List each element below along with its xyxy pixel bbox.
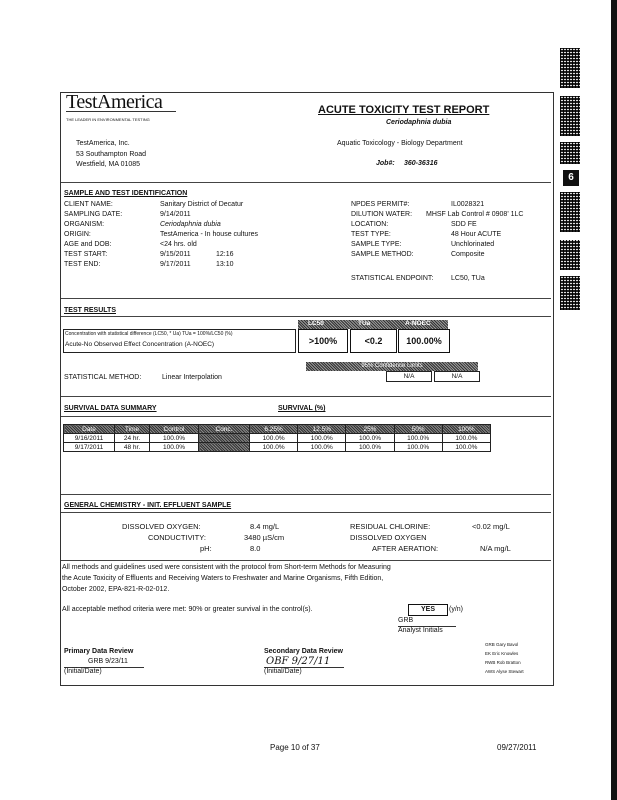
blank-cell bbox=[199, 434, 250, 443]
initials-legend-line: EK Eric Knowles bbox=[485, 651, 519, 656]
sampling-date-label: SAMPLING DATE: bbox=[64, 211, 123, 218]
survival-cell: 100.0% bbox=[346, 443, 394, 452]
col-header: 50% bbox=[394, 425, 442, 434]
survival-cell: 100.0% bbox=[250, 443, 298, 452]
col-header: Time bbox=[115, 425, 150, 434]
tua-header: TUa bbox=[358, 320, 371, 327]
ci-upper: N/A bbox=[434, 371, 480, 382]
secondary-review-sub: (Initial/Date) bbox=[264, 668, 302, 675]
control-cell: 100.0% bbox=[150, 443, 199, 452]
col-header: Control bbox=[150, 425, 199, 434]
sample-type-label: SAMPLE TYPE: bbox=[351, 241, 402, 248]
lab-address-line: Westfield, MA 01085 bbox=[76, 161, 141, 168]
conductivity-value: 3480 µS/cm bbox=[244, 533, 285, 542]
do-label: DISSOLVED OXYGEN: bbox=[122, 522, 201, 531]
chlorine-label: RESIDUAL CHLORINE: bbox=[350, 522, 431, 531]
aeration-label: AFTER AERATION: bbox=[372, 544, 439, 553]
client-name-value: Sanitary District of Decatur bbox=[160, 201, 244, 208]
test-end-value: 9/17/2011 bbox=[160, 261, 191, 268]
survival-cell: 100.0% bbox=[442, 434, 490, 443]
test-start-value: 9/15/2011 bbox=[160, 251, 191, 258]
col-header: 12.5% bbox=[298, 425, 346, 434]
survival-cell: 100.0% bbox=[346, 434, 394, 443]
chlorine-value: <0.02 mg/L bbox=[472, 522, 510, 531]
analyst-initials-value: GRB bbox=[398, 617, 414, 624]
criteria-text: All acceptable method criteria were met: 90% or greater survival in the control(s). bbox=[62, 606, 313, 613]
test-type-value: 48 Hour ACUTE bbox=[451, 231, 502, 238]
side-barcode bbox=[560, 48, 580, 88]
age-label: AGE and DOB: bbox=[64, 241, 112, 248]
divider bbox=[61, 512, 551, 513]
npdes-label: NPDES PERMIT#: bbox=[351, 201, 410, 208]
survival-subtitle: SURVIVAL (%) bbox=[278, 405, 326, 412]
time-cell: 24 hr. bbox=[115, 434, 150, 443]
survival-cell: 100.0% bbox=[442, 443, 490, 452]
test-start-time: 12:16 bbox=[216, 251, 234, 258]
department: Aquatic Toxicology - Biology Department bbox=[337, 140, 463, 147]
side-barcode bbox=[560, 192, 580, 232]
divider bbox=[61, 316, 551, 317]
report-title: ACUTE TOXICITY TEST REPORT bbox=[318, 104, 490, 116]
date-cell: 9/17/2011 bbox=[64, 443, 115, 452]
location-value: SDD FE bbox=[451, 221, 477, 228]
side-tab-marker: 6 bbox=[563, 170, 579, 186]
species-subtitle: Ceriodaphnia dubia bbox=[386, 119, 452, 126]
side-barcode bbox=[560, 96, 580, 136]
col-header: 100% bbox=[442, 425, 490, 434]
anoec-value: 100.00% bbox=[398, 329, 450, 353]
job-label: Job#: bbox=[376, 160, 395, 167]
stat-method-value: Linear Interpolation bbox=[162, 374, 222, 381]
sample-method-value: Composite bbox=[451, 251, 485, 258]
results-section-title: TEST RESULTS bbox=[64, 307, 116, 314]
col-header: 25% bbox=[346, 425, 394, 434]
analyst-initials-label: Analyst Initials bbox=[398, 627, 443, 634]
secondary-review-label: Secondary Data Review bbox=[264, 648, 343, 655]
side-barcode bbox=[560, 276, 580, 310]
logo-rule bbox=[66, 111, 176, 112]
sampling-date-value: 9/14/2011 bbox=[160, 211, 191, 218]
divider bbox=[61, 416, 551, 417]
survival-cell: 100.0% bbox=[298, 443, 346, 452]
control-cell: 100.0% bbox=[150, 434, 199, 443]
initials-legend-line: AWS Alyse Stewart bbox=[485, 669, 524, 674]
ci-header: 95% Confidence Limits bbox=[306, 362, 478, 371]
survival-header-row bbox=[64, 425, 491, 434]
criteria-yn: (y/n) bbox=[449, 606, 463, 613]
binder-edge bbox=[611, 0, 617, 800]
methods-text-line: the Acute Toxicity of Effluents and Receiving Waters to Freshwater and Marine Organisms, Fifth Edition, bbox=[62, 575, 384, 582]
test-end-time: 13:10 bbox=[216, 261, 234, 268]
divider bbox=[61, 494, 551, 495]
lab-address-line: TestAmerica, Inc. bbox=[76, 140, 130, 147]
survival-table bbox=[63, 424, 491, 452]
ph-value: 8.0 bbox=[250, 544, 261, 553]
organism-label: ORGANISM: bbox=[64, 221, 105, 228]
sample-section-title: SAMPLE AND TEST IDENTIFICATION bbox=[64, 190, 188, 197]
age-value: <24 hrs. old bbox=[160, 241, 197, 248]
ci-lower: N/A bbox=[386, 371, 432, 382]
endpoint-value: LC50, TUa bbox=[451, 275, 485, 282]
aeration-value: N/A mg/L bbox=[480, 544, 511, 553]
page-number: Page 10 of 37 bbox=[270, 743, 320, 752]
signature: OBF 9/27/11 bbox=[266, 656, 331, 667]
survival-cell: 100.0% bbox=[394, 434, 442, 443]
table-row bbox=[64, 434, 491, 443]
divider bbox=[61, 298, 551, 299]
survival-cell: 100.0% bbox=[394, 443, 442, 452]
logo-tagline: THE LEADER IN ENVIRONMENTAL TESTING bbox=[66, 117, 150, 122]
methods-text-line: All methods and guidelines used were consistent with the protocol from Short-term Methods for Measuring bbox=[62, 564, 391, 571]
test-start-label: TEST START: bbox=[64, 251, 108, 258]
primary-review-label: Primary Data Review bbox=[64, 648, 134, 655]
origin-label: ORIGIN: bbox=[64, 231, 91, 238]
survival-cell: 100.0% bbox=[298, 434, 346, 443]
results-description-line: Concentration with statistical difference (LC50, * Ua) TUa = 100%/LC50 (%) bbox=[65, 331, 233, 337]
primary-review-sub: (Initial/Date) bbox=[64, 668, 102, 675]
survival-cell: 100.0% bbox=[250, 434, 298, 443]
divider bbox=[61, 396, 551, 397]
side-barcode bbox=[560, 240, 580, 270]
organism-value: Ceriodaphnia dubia bbox=[160, 221, 221, 228]
initials-legend-line: RWB Rob Bratton bbox=[485, 660, 521, 665]
ph-label: pH: bbox=[200, 544, 212, 553]
methods-text-line: October 2002, EPA-821-R-02-012. bbox=[62, 586, 170, 593]
divider bbox=[61, 560, 551, 561]
dilution-water-label: DILUTION WATER: bbox=[351, 211, 413, 218]
divider bbox=[61, 182, 551, 183]
dilution-water-value: MHSF Lab Control # 0908' 1LC bbox=[426, 211, 524, 218]
endpoint-label: STATISTICAL ENDPOINT: bbox=[351, 275, 434, 282]
job-number: 360-36316 bbox=[404, 160, 438, 167]
chemistry-section-title: GENERAL CHEMISTRY - INIT. EFFLUENT SAMPLE bbox=[64, 502, 232, 509]
npdes-value: IL0028321 bbox=[451, 201, 485, 208]
stat-method-label: STATISTICAL METHOD: bbox=[64, 374, 142, 381]
survival-section-title: SURVIVAL DATA SUMMARY bbox=[64, 405, 157, 412]
col-header: Conc. bbox=[199, 425, 250, 434]
lab-address-line: 53 Southampton Road bbox=[76, 151, 147, 158]
criteria-answer: YES bbox=[408, 604, 448, 616]
initials-legend-line: GRB Gary Bavol bbox=[485, 642, 519, 647]
sample-type-value: Unchlorinated bbox=[451, 241, 495, 248]
company-logo: TestAmerica bbox=[66, 91, 163, 113]
footer-date: 09/27/2011 bbox=[497, 743, 537, 752]
origin-value: TestAmerica - In house cultures bbox=[160, 231, 259, 238]
conductivity-label: CONDUCTIVITY: bbox=[148, 533, 206, 542]
location-label: LOCATION: bbox=[351, 221, 389, 228]
col-header: Date bbox=[64, 425, 115, 434]
date-cell: 9/16/2011 bbox=[64, 434, 115, 443]
do-value: 8.4 mg/L bbox=[250, 522, 280, 531]
do-after-label: DISSOLVED OXYGEN bbox=[350, 533, 427, 542]
tua-value: <0.2 bbox=[350, 329, 397, 353]
sample-method-label: SAMPLE METHOD: bbox=[351, 251, 414, 258]
lc50-header: LC50 bbox=[308, 320, 324, 327]
side-barcode bbox=[560, 142, 580, 164]
results-description-line: Acute-No Observed Effect Concentration (A-NOEC) bbox=[65, 341, 215, 348]
table-row bbox=[64, 443, 491, 452]
anoec-header: A-NOEC bbox=[405, 320, 431, 327]
blank-cell bbox=[199, 443, 250, 452]
test-type-label: TEST TYPE: bbox=[351, 231, 391, 238]
lc50-value: >100% bbox=[298, 329, 348, 353]
client-name-label: CLIENT NAME: bbox=[64, 201, 113, 208]
primary-review-value: GRB 9/23/11 bbox=[88, 658, 128, 665]
col-header: 6.25% bbox=[250, 425, 298, 434]
test-end-label: TEST END: bbox=[64, 261, 101, 268]
time-cell: 48 hr. bbox=[115, 443, 150, 452]
